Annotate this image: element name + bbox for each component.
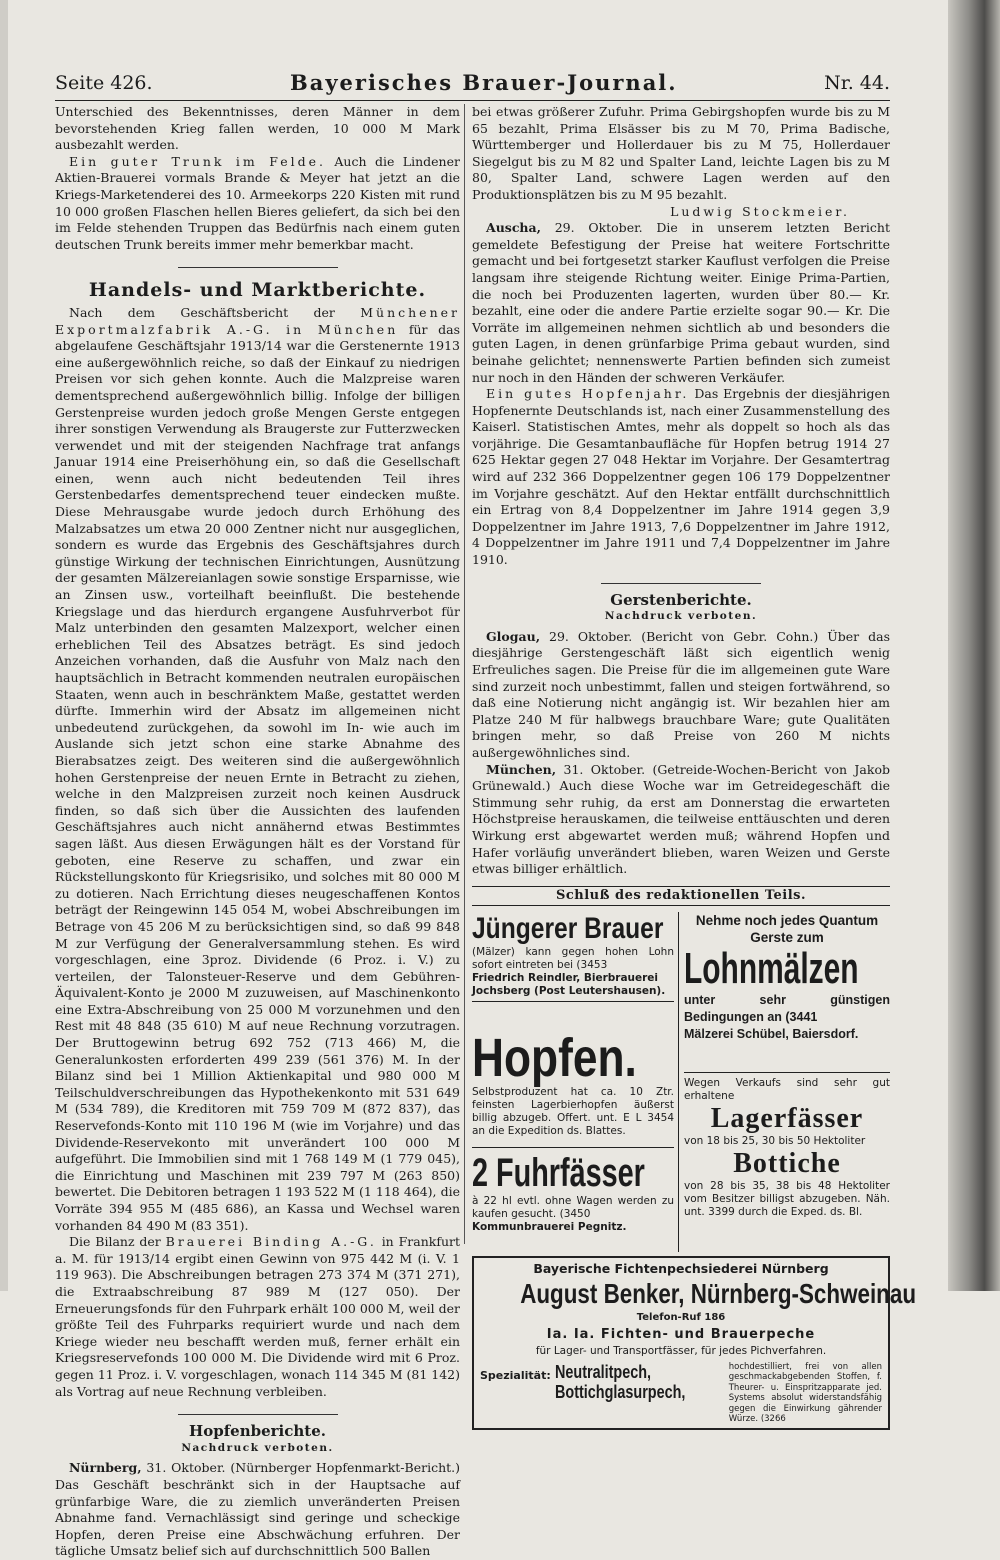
ad-advertiser: Kommunbrauerei Pegnitz. xyxy=(472,1221,627,1234)
article-paragraph xyxy=(55,154,460,254)
ad-location-text: Jochsberg (Post Leutershausen). xyxy=(472,985,666,998)
ad-malting xyxy=(684,912,890,1077)
ad-pitch-factory xyxy=(472,1256,916,1429)
ad-title: August Benker, Nürnberg-Schweinau xyxy=(520,1277,916,1309)
ad-location xyxy=(472,985,674,998)
ad-advertiser: Mälzerei Schübel, Baiersdorf. xyxy=(684,1027,859,1042)
article-heading-inline: Ein gutes Hopfenjahr. xyxy=(486,386,690,402)
column-divider xyxy=(464,104,465,1244)
ad-barrels-vats xyxy=(684,1072,890,1257)
dateline: Glogau, xyxy=(486,628,541,644)
article-paragraph xyxy=(472,629,890,762)
section-heading: Gerstenberichte. xyxy=(610,590,752,609)
article-heading-inline: Ein guter Trunk im Felde. xyxy=(69,153,326,169)
author-signature: Ludwig Stockmeier. xyxy=(670,203,850,219)
article-text: 31. Oktober. (Getreide-Wochen-Bericht von Jakob Grünewald.) Auch diese Woche war im Getreidegeschäft die Stimmung sehr ruhig, da erst am Donnerstag die erwarteten Höchstpreise herauskamen, die teilweise enttäuschten und deren Wirkung erst abgewartet werden muß; während Hopfen und Hafer vorläufig unverändert blieben, waren Weizen und Gerste etwas billiger erhältlich. xyxy=(472,761,890,877)
reprint-notice: Nachdruck verboten. xyxy=(604,610,758,623)
article-text: Auch die Lindener Aktien-Brauerei vormals Brande & Meyer hat jetzt an die Kriegs-Marketenderei des 10. Armeekorps 220 Kisten mit rund 10 000 großen Flaschen hellen Bieres geliefert, da sich bei den im Felde stehenden Truppen das Bedürfnis nach einem guten deutschen Trunk bereits immer mehr bemerkbar macht. xyxy=(55,153,460,252)
left-column xyxy=(55,104,460,1560)
article-text: 29. Oktober. (Bericht von Gebr. Cohn.) Über das diesjährige Gerstengeschäft läßt sich eigentlich wenig Erfreuliches sagen. Die Preise für die im allgemeinen gute Ware sind zurzeit noch unbestimmt, fallen und steigen fortwährend, so daß eine Notierung nicht angängig ist. Wir bezahlen hier am Platze 240 M für halbwegs brauchbare Ware; gute Qualitäten bringen mehr, so daß Preise von 260 M nichts außergewöhnliches sind. xyxy=(472,628,890,760)
article-text: Die Bilanz der xyxy=(69,1234,166,1250)
article-paragraph: Unterschied des Bekenntnisses, deren Männer in dem bevorstehenden Krieg fallen werden, 10 000 M Mark ausbezahlt werden. xyxy=(55,104,460,153)
ad-text: von 18 bis 25, 30 bis 50 Hektoliter xyxy=(684,1135,866,1148)
dateline: Auscha, xyxy=(486,220,541,236)
ad-title: Bottiche xyxy=(733,1148,841,1180)
ad-company: Bayerische Fichtenpechsiederei Nürnberg xyxy=(533,1261,829,1277)
ad-title: Jüngerer Brauer xyxy=(472,912,664,946)
ad-title: 2 Fuhrfässer xyxy=(472,1151,645,1196)
ad-hops xyxy=(472,1028,674,1138)
divider xyxy=(178,267,338,268)
ad-products: Ia. Ia. Fichten- und Brauerpeche xyxy=(546,1326,816,1342)
ad-specialty-label: Spezialität: xyxy=(480,1368,551,1382)
issue-number: Nr. 44. xyxy=(824,72,890,94)
article-paragraph xyxy=(55,305,460,1234)
ad-text: unter sehr günstigen Bedingungen an (3441 xyxy=(684,993,890,1025)
article-paragraph xyxy=(472,386,890,569)
article-text: Nach dem Geschäftsbericht der xyxy=(69,304,361,320)
ad-title: Lagerfässer xyxy=(710,1103,864,1135)
page-number: Seite 426. xyxy=(55,72,153,94)
ad-title: Hopfen. xyxy=(472,1028,637,1089)
article-text: 29. Oktober. Die in unserem letzten Bericht gemeldete Befestigung der Preise hat weitere Fortschritte gemacht und bei fortgesetzt starker Kauflust verfolgen die Preise langsam ihre steigende Richtung weiter. Einige Prima-Partien, die noch bei Produzenten lagerten, wurden über 80.— Kr. bezahlt, eine oder die andere Partie erzielte sogar 90.— Kr. Die Vorräte im allgemeinen nehmen sichtlich ab und besonders die guten Lagen, in denen grünfarbige Prima gebaut wurden, sind beinahe gelichtet; nennenswerte Partien befinden sich zumeist nur noch in den Händen der schweren Verkäufer. xyxy=(472,220,890,385)
ad-text: von 28 bis 35, 38 bis 48 Hektoliter vom Besitzer billigst abzugeben. Näh. unt. 3399 durch die Exped. ds. Bl. xyxy=(684,1180,890,1219)
article-paragraph xyxy=(55,1460,460,1560)
ad-divider xyxy=(678,912,679,1252)
ad-text: für Lager- und Transportfässer, für jedes Pichverfahren. xyxy=(535,1345,827,1358)
ad-phone: Telefon-Ruf 186 xyxy=(636,1311,726,1323)
article-paragraph xyxy=(472,220,890,386)
ad-junior-brewer xyxy=(472,912,674,1028)
page-edge-right xyxy=(948,0,1000,1291)
company-name: Brauerei Binding A.-G. xyxy=(165,1234,377,1250)
article-paragraph xyxy=(55,1234,460,1400)
advertisements xyxy=(472,912,890,1252)
ad-cart-barrels xyxy=(472,1144,674,1252)
article-text: Das Ergebnis der diesjährigen Hopfenernte Deutschlands ist, nach einer Zusammenstellung des Kaiserl. Statistischen Amtes, mehr als doppelt so hoch als das vorjährige. Die Gesamtanbaufläche für Hopfen betrug 1914 27 625 Hektar gegen 27 048 Hektar im Vorjahre. Der Gesamtertrag wird auf 232 366 Doppelzentner gegen 106 179 Doppelzentner im Vorjahre geschätzt. Auf den Hektar entfällt durchschnittlich ein Ertrag von 8,4 Doppelzentner im Jahre 1914 gegen 3,9 Doppelzentner im Jahre 1913, 7,6 Doppelzentner im Jahre 1912, 4 Doppelzentner im Jahre 1911 und 7,4 Doppelzentner im Jahre 1910. xyxy=(472,386,890,568)
article-paragraph: bei etwas größerer Zufuhr. Prima Gebirgshopfen wurde bis zu M 65 bezahlt, Prima Elsässer bis zu M 70, Prima Badische, Württemberger und Hollerdauer bis zu M 75, Hollerdauer Siegelgut bis zu M 82 und Spalter Land, leichte Lagen bis zu M 80, Spalter Land, schwere Lagen werden auf den Produktionsplätzen bis zu M 95 bezahlt. xyxy=(472,104,890,202)
company-name: Münchener Exportmalzfabrik A.-G. in München xyxy=(55,304,460,337)
ad-description: hochdestilliert, frei von allen geschmackabgebenden Stoffen, f. Theurer- u. Einspritzapparate jed. Systems absolut widerstandsfähig gegen die Einwirkung gährender Würze. (3266 xyxy=(728,1361,882,1425)
ad-specialty-products xyxy=(555,1362,725,1402)
article-text: in Frankfurt a. M. für 1913/14 ergibt einen Gewinn von 975 442 M (i. V. 1 119 963). Die Abschreibungen betragen 273 374 M (371 271), die Extraabschreibung 87 989 M (127 050). Der Erneuerungsfonds für den Fuhrpark erhält 100 000 M, weil der größte Teil des Fuhrparks requiriert wurde und nach dem Kriege wieder neu beschafft werden muß, ferner erhält ein Kriegsreservefonds 100 000 M. Die Dividende wird mit 6 Proz. gegen 11 Proz. i. V. vorgeschlagen, wonach 114 345 M (81 142) als Vortrag auf neue Rechnung verbleiben. xyxy=(55,1234,460,1399)
article-text: 31. Oktober. (Nürnberger Hopfenmarkt-Bericht.) Das Geschäft beschränkt sich in der Hauptsache auf grünfarbige Ware, die zu ziemlich unveränderten Preisen Abnahme fand. Vernachlässigt sind geringe und scheckige Hopfen, deren Preise eine Abschwächung erfuhren. Der tägliche Umsatz belief sich auf durchschnittlich 500 Ballen xyxy=(55,1460,460,1559)
dateline: Nürnberg, xyxy=(69,1460,142,1476)
ad-advertiser: Friedrich Reindler, Bierbrauerei xyxy=(472,972,659,985)
ad-heading: Wegen Verkaufs sind sehr gut erhaltene xyxy=(684,1077,890,1103)
ad-divider xyxy=(472,1147,674,1148)
reprint-notice: Nachdruck verboten. xyxy=(181,1441,334,1454)
ad-title: Lohnmälzen xyxy=(684,944,859,994)
ad-text: Selbstproduzent hat ca. 10 Ztr. feinsten Lagerbierhopfen äußerst billig abzugeb. Offert. unt. E L 3454 an die Expedition ds. Blattes. xyxy=(472,1086,674,1138)
dateline: München, xyxy=(486,761,557,777)
ad-divider xyxy=(472,1001,674,1002)
divider xyxy=(178,1414,338,1415)
page-header xyxy=(55,70,890,101)
article-paragraph xyxy=(472,762,890,878)
article-text: für das abgelaufene Geschäftsjahr 1913/14 war die Gerstenernte 1913 eine außergewöhnlich reiche, so daß der Einkauf zu niedrigen Preisen vor sich gehen konnte. Auch die Malzpreise waren dementsprechend außergewöhnlich billig. Infolge der billigen Gerstenpreise wurden jedoch große Mengen Gerste entgegen ihrer sonstigen Verwendung als Braugerste zur Futterzwecken verwendet und mit der steigenden Nachfrage trat anfangs Januar 1914 eine Preiserhöhung ein, so daß die Gesellschaft einen, wenn auch nicht bedeutenden Teil ihres Gerstenbedarfes dementsprechend teuer eindecken mußte. Diese Mehrausgabe wurde jedoch durch Erhöhung des Malzabsatzes um etwa 20 000 Zentner nicht nur ausgeglichen, sondern es wurde das Ergebnis des Geschäftsjahres durch günstige Wirkung der technischen Einrichtungen, Ausnützung der gesamten Mälzereianlagen sowie sonstige Ersparnisse, wie an Zinsen usw., vorteilhaft beeinflußt. Die bestehende Kriegslage und das hierdurch ergangene Ausfuhrverbot für Malz unterbinden den gesamten Malzexport, welcher einen erheblichen Teil des Absatzes beträgt. Es sind jedoch Anzeichen vorhanden, daß die Ausfuhr von Malz nach den hauptsächlich in Betracht kommenden neutralen europäischen Staaten, wenn auch in beschränktem Maße, gestattet werden dürfte. Immerhin wird der Absatz im allgemeinen nicht unbedeutend zurückgehen, da sowohl im In- wie auch im Auslande sich jetzt schon eine starke Abnahme des Bierabsatzes zeigt. Des weiteren sind die außergewöhnlich hohen Gerstenpreise der neuen Ernte in Betracht zu ziehen, welche in den Malzpreisen zurzeit noch keinen Ausdruck finden, so daß sich über die Aussichten des laufenden Geschäftsjahres auch nicht annähernd etwas Bestimmtes sagen läßt. Aus diesen Erwägungen hält es der Vorstand für geboten, eine Reserve zu schaffen, und zwar ein Rückstellungskonto für Kriegsrisiko, und solches mit 80 000 M zu dotieren. Nach Errichtung dieses neugeschaffenen Kontos beträgt der Reingewinn 145 054 M, wobei Abschreibungen im Betrage von 45 206 M zu berücksichtigen sind, so daß 99 848 M zur Verfügung der Generalversammlung stehen. Es wird vorgeschlagen, eine 3proz. Dividende (6 Proz. i. V.) zu verteilen, der Talonsteuer-Reserve und dem Gebühren-Äquivalent-Konto je 2000 M zuzuweisen, auf Maschinenkonto eine Extra-Abschreibung von 25 000 M vorzunehmen und den Rest mit 48 848 (35 610) M auf neue Rechnung vorzutragen. Der Bruttogewinn betrug 692 752 (713 466) M, die Generalunkosten erforderten 499 239 (561 376) M. In der Bilanz sind bei 1 Million Aktienkapital und 980 000 M Teilschuldverschreibungen das Hypothekenkonto mit 531 649 M (534 789), die Kreditoren mit 759 709 M (872 837), das Reservefonds-Konto mit 110 196 M (wie im Vorjahre) und das Dividende-Reservekonto mit unverändert 100 000 M aufgeführt. Die Immobilien sind mit 1 768 149 M (1 779 045), die Einrichtung und Maschinen mit 239 797 M (263 850) bewertet. Die Debitoren betragen 1 193 522 M (1 118 464), die Vorräte 394 955 M (485 686), an Kassa und Wechsel waren vorhanden 84 490 M (83 351). xyxy=(55,321,460,1233)
editorial-end-notice: Schluß des redaktionellen Teils. xyxy=(472,886,890,907)
section-heading: Hopfenberichte. xyxy=(189,1422,326,1441)
divider xyxy=(601,583,761,584)
section-heading: Handels- und Marktberichte. xyxy=(88,279,427,302)
ad-specialty-row xyxy=(480,1362,882,1425)
page-edge-left xyxy=(0,0,8,1291)
journal-title: Bayerisches Brauer-Journal. xyxy=(290,70,678,95)
ad-text: (Mälzer) kann gegen hohen Lohn sofort eintreten bei (3453 xyxy=(472,946,674,972)
ad-text: à 22 hl evtl. ohne Wagen werden zu kaufen gesucht. (3450 xyxy=(472,1195,674,1221)
ad-product: Bottichglasurpech, xyxy=(554,1381,686,1402)
right-column xyxy=(472,104,916,1430)
ad-heading: Nehme noch jedes Quantum Gerste zum xyxy=(695,913,879,946)
ad-product: Neutralitpech, xyxy=(554,1361,651,1382)
